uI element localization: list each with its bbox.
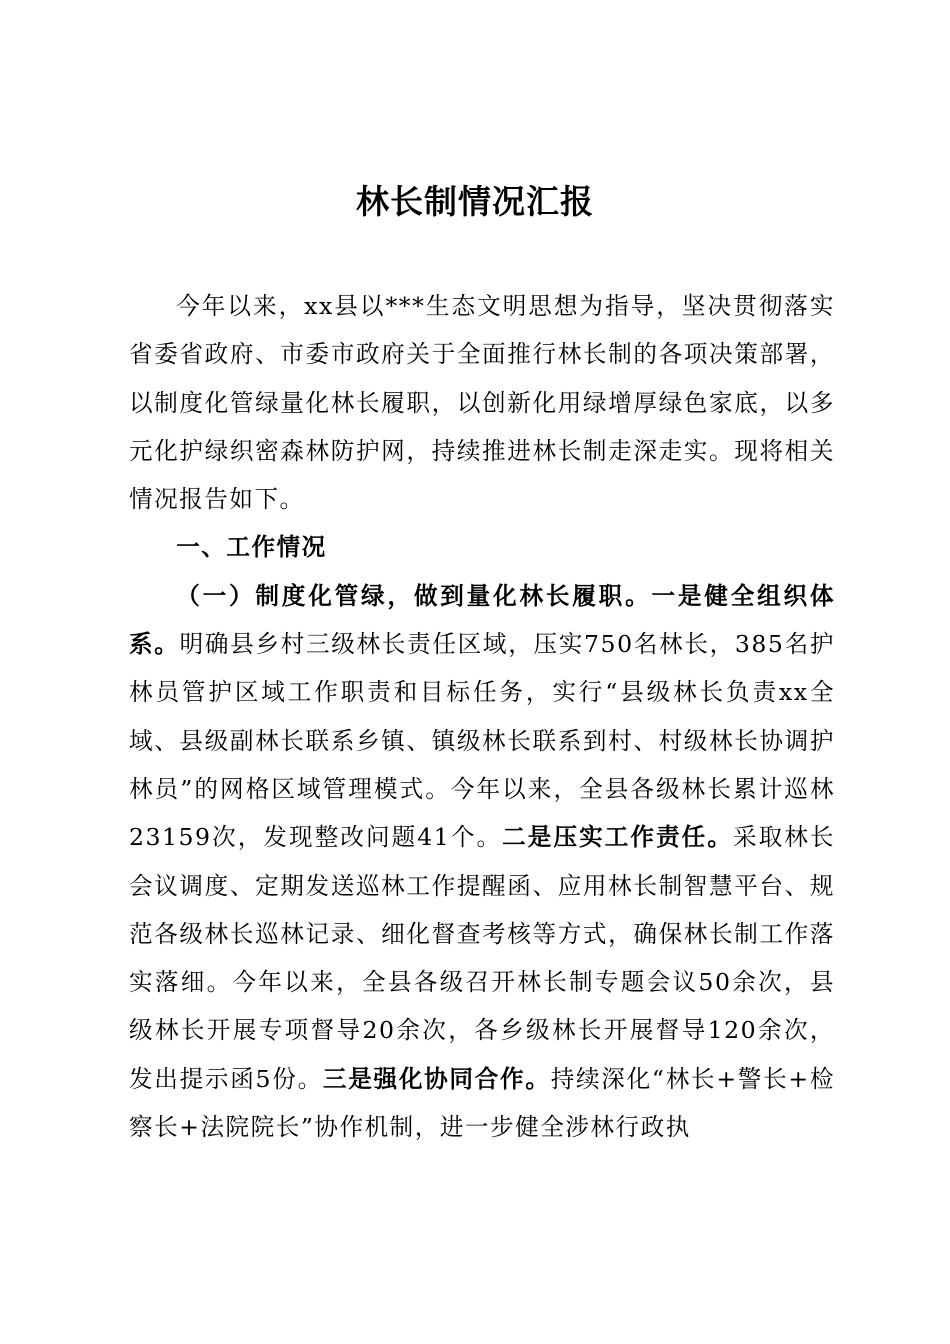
- point-label-cooperation: 三是强化协同合作。: [322, 1064, 551, 1093]
- point-label-responsibility: 二是压实工作责任。: [502, 823, 733, 852]
- point-text-cooperation: 持续深化“林长+警长+检察长+法院院长”协作机制，进一步健全涉林行政执: [129, 1064, 835, 1142]
- section-heading-work-status: 一、工作情况: [176, 533, 327, 562]
- subsection-heading: （一）制度化管绿，做到量化林长履职。: [176, 581, 652, 610]
- point-label-organization: 一是健全组织体系。: [129, 581, 836, 659]
- document-title: 林长制情况汇报: [356, 182, 594, 221]
- intro-paragraph: 今年以来，xx县以***生态文明思想为指导，坚决贯彻落实省委省政府、市委市政府关于全面推行林长制的各项决策部署，以制度化管绿量化林长履职，以创新化用绿增厚绿色家底，以多元化护绿织密森林防护网，持续推进林长制走深走实。现将相关情况报告如下。: [129, 292, 835, 514]
- document-body: [129, 282, 835, 1151]
- subsection-paragraph-institutionalization: [129, 572, 835, 1152]
- point-text-organization: 明确县乡村三级林长责任区域，压实750名林长，385名护林员管护区域工作职责和目标任务，实行“县级林长负责xx全域、县级副林长联系乡镇、镇级林长联系到村、村级林长协调护林员”的网格区域管理模式。今年以来，全县各级林长累计巡林23159次，发现整改问题41个。: [129, 630, 835, 852]
- point-text-responsibility: 采取林长会议调度、定期发送巡林工作提醒函、应用林长制智慧平台、规范各级林长巡林记录、细化督查考核等方式，确保林长制工作落实落细。今年以来，全县各级召开林长制专题会议50余次，县级林长开展专项督导20余次，各乡级林长开展督导120余次，发出提示函5份。: [129, 823, 836, 1093]
